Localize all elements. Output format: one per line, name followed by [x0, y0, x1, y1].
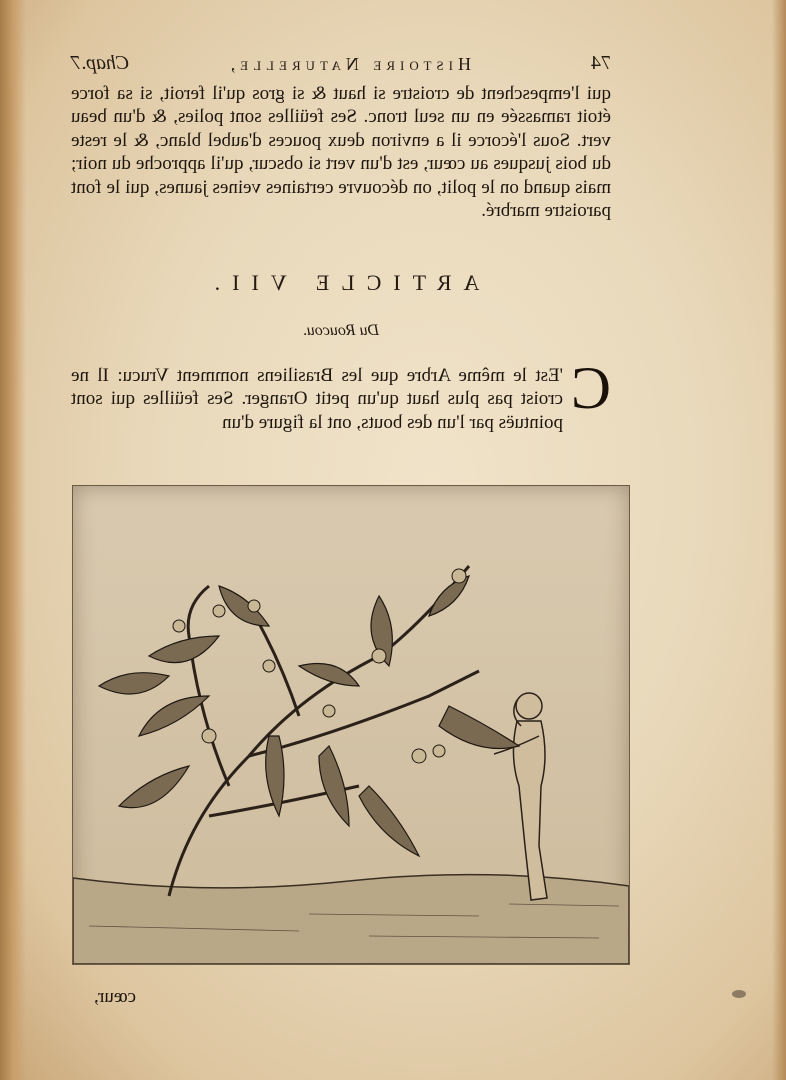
body-paragraph-1: qui l'empeschent de croistre si haut & si gros qu'il feroit, si sa force étoit ramassée en un seul tronc. Ses feüilles sont polies, & d'un beau vert. Sous l'écorce il a environ deux pouces d'aubel blanc, & le reste du bois jusques au cœur, est d'un vert si obscur, qu'il approche du noir; mais quand on le polit, on découvre certaines veines jaunes, qui le font paroistre marbré. — [71, 83, 611, 222]
running-head — [71, 52, 611, 80]
running-title: Histoire Naturelle, — [225, 54, 471, 74]
article-heading: ARTICLE VII. — [202, 270, 480, 295]
article-subheading: Du Roucou. — [302, 322, 380, 339]
drop-capital: C — [570, 355, 611, 421]
engraving-plate — [72, 485, 630, 965]
human-figure — [494, 693, 547, 900]
chapter-label: Chap.7 — [71, 52, 130, 74]
body-paragraph-2: 'Est le même Arbre que les Brasiliens nomment Vrucu: Il ne croist pas plus haut qu'un petit Oranger. Ses feüilles qui sont pointuës par l'un des bouts, ont la figure d'un — [71, 365, 563, 433]
page-number: 74 — [591, 52, 611, 74]
roucou-engraving — [73, 486, 629, 964]
catchword: cœur, — [94, 986, 136, 1007]
plant-leaves — [99, 576, 519, 856]
ink-stain — [732, 990, 746, 998]
